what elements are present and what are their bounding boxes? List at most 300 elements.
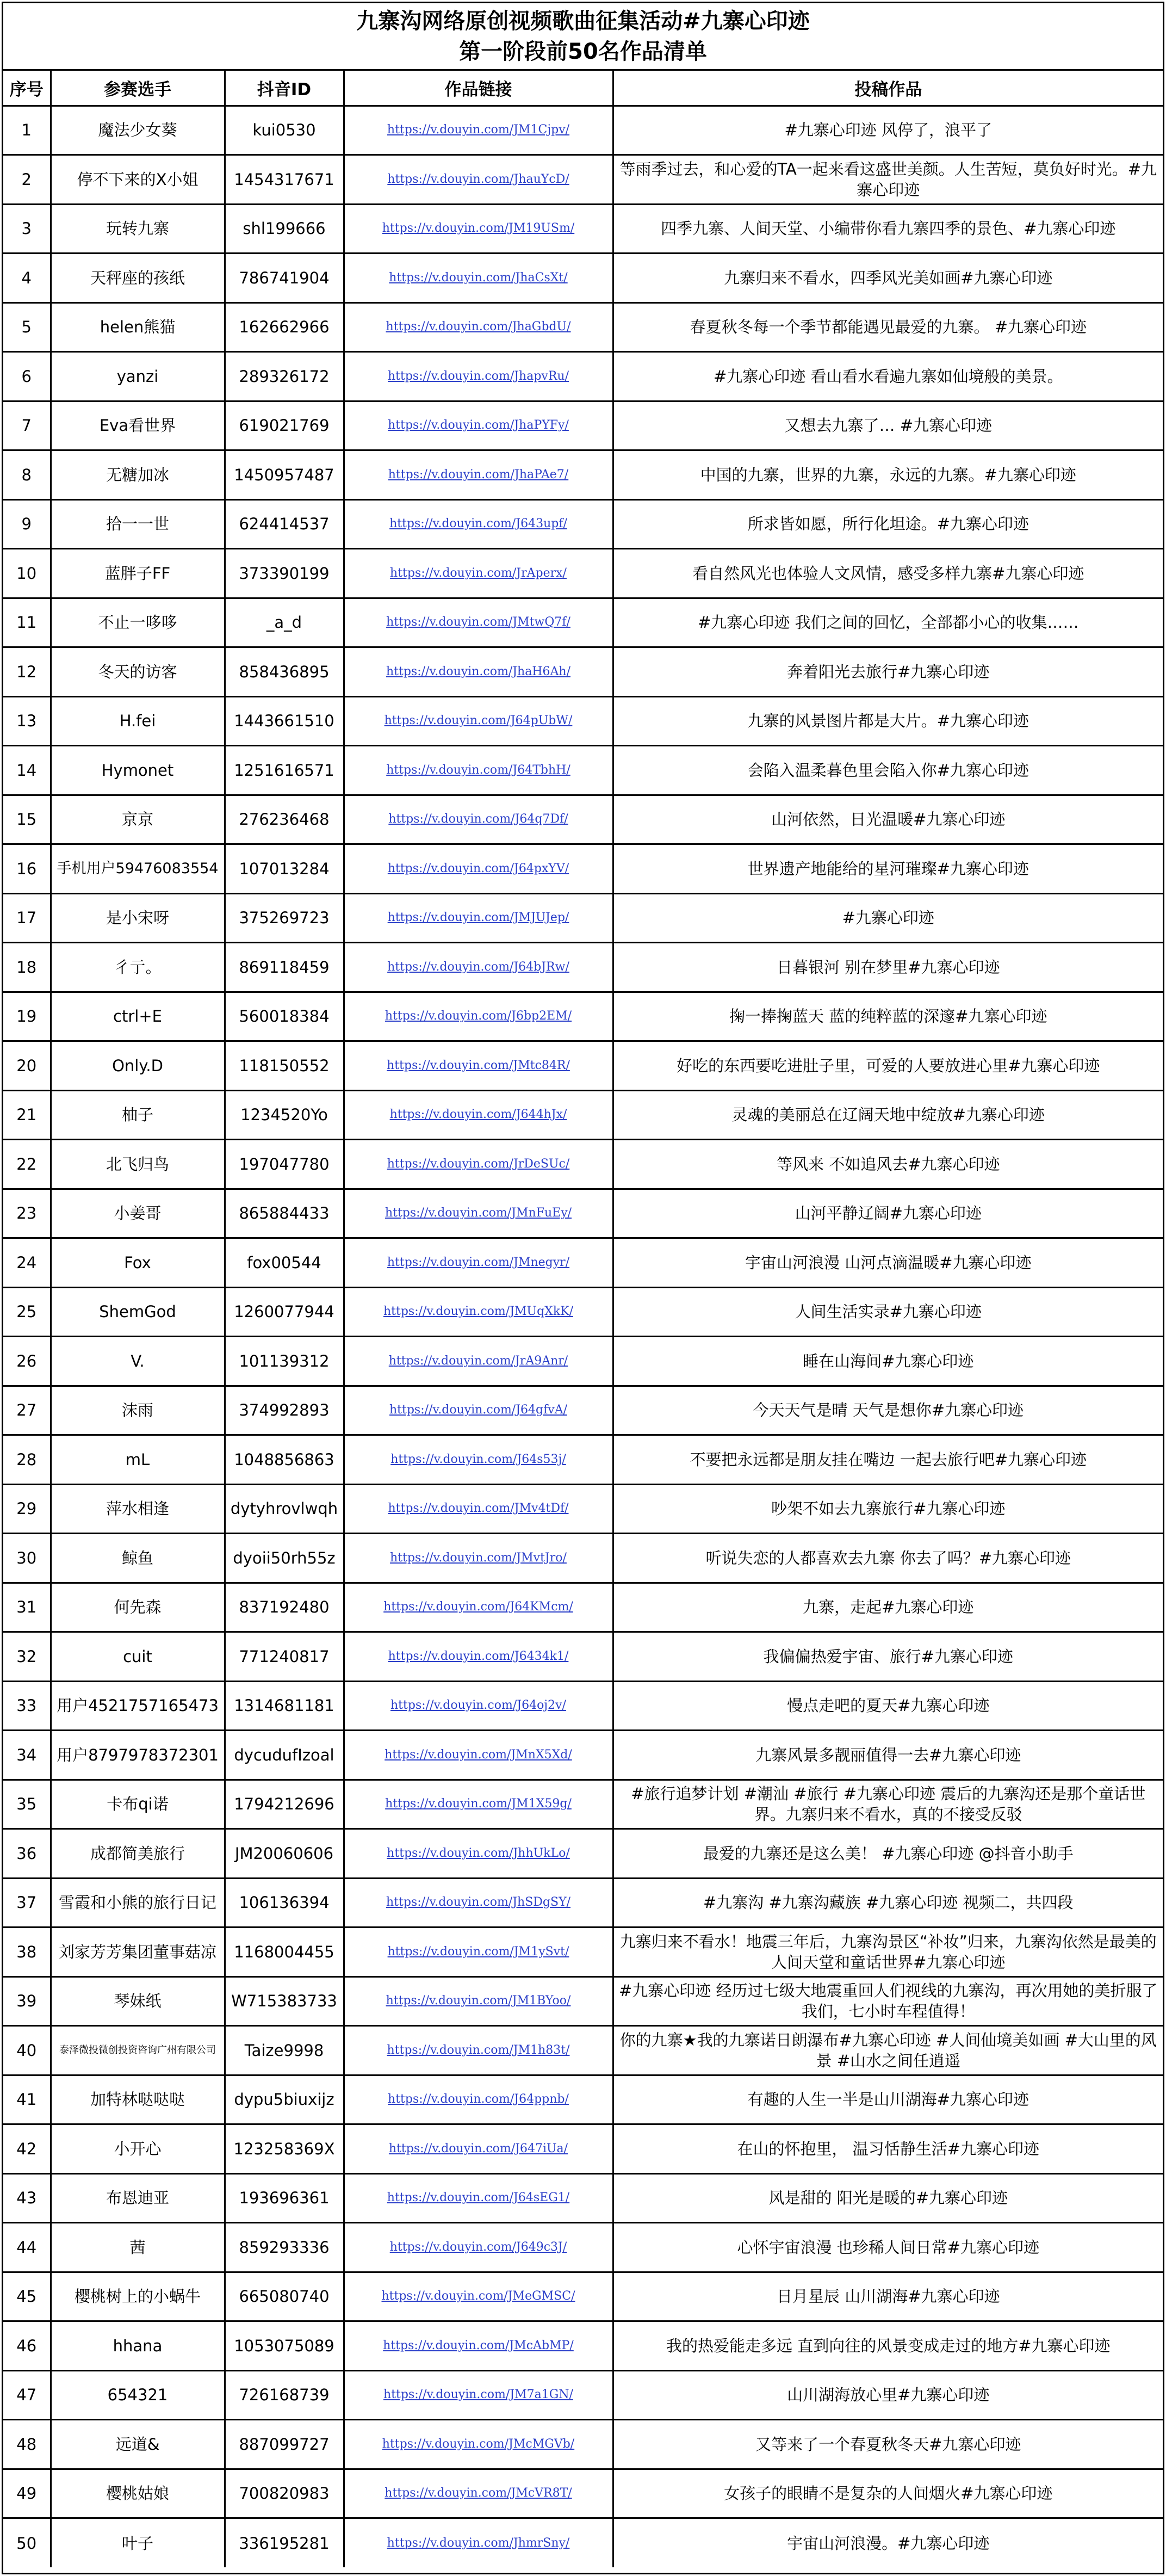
- table-row: [3, 2272, 1163, 2321]
- douyin-id: 700820983: [225, 2469, 344, 2518]
- contestant-name: 京京: [51, 795, 225, 844]
- table-row: [3, 1731, 1163, 1780]
- contestant-name: 叶子: [51, 2518, 225, 2568]
- douyin-id: Taize9998: [225, 2026, 344, 2075]
- row-number: 6: [3, 352, 51, 401]
- douyin-id: 887099727: [225, 2420, 344, 2469]
- video-link[interactable]: https://v.douyin.com/J64gfvA/: [344, 1386, 613, 1435]
- douyin-id: 786741904: [225, 254, 344, 303]
- row-number: 46: [3, 2321, 51, 2371]
- row-number: 2: [3, 155, 51, 205]
- row-number: 38: [3, 1928, 51, 1977]
- work-description: 九寨的风景图片都是大片。#九寨心印迹: [613, 696, 1163, 746]
- video-link[interactable]: https://v.douyin.com/JMcVR8T/: [344, 2469, 613, 2518]
- row-number: 23: [3, 1189, 51, 1238]
- contestant-name: 蓝胖子FF: [51, 549, 225, 598]
- work-description: #九寨心印迹 我们之间的回忆，全部都小心的收集……: [613, 598, 1163, 647]
- douyin-id: 336195281: [225, 2518, 344, 2568]
- table-row: [3, 746, 1163, 795]
- row-number: 26: [3, 1337, 51, 1386]
- contestant-name: 无糖加冰: [51, 450, 225, 500]
- table-row: [3, 499, 1163, 549]
- contestant-name: yanzi: [51, 352, 225, 401]
- work-description: #九寨心印迹: [613, 893, 1163, 943]
- row-number: 10: [3, 549, 51, 598]
- douyin-id: 374992893: [225, 1386, 344, 1435]
- douyin-id: 123258369X: [225, 2124, 344, 2174]
- table-row: [3, 1583, 1163, 1632]
- row-number: 36: [3, 1829, 51, 1879]
- douyin-id: 869118459: [225, 943, 344, 992]
- douyin-id: 1454317671: [225, 155, 344, 205]
- douyin-id: 865884433: [225, 1189, 344, 1238]
- contestant-name: 樱桃姑娘: [51, 2469, 225, 2518]
- row-number: 50: [3, 2518, 51, 2568]
- video-link[interactable]: https://v.douyin.com/J64pUbW/: [344, 696, 613, 746]
- douyin-id: 771240817: [225, 1632, 344, 1682]
- row-number: 41: [3, 2075, 51, 2124]
- douyin-id: 1794212696: [225, 1780, 344, 1829]
- video-link[interactable]: https://v.douyin.com/JhaPYFy/: [344, 401, 613, 450]
- work-description: 你的九寨★我的九寨诺日朗瀑布#九寨心印迹 #人间仙境美如画 #大山里的风景 #山水之间任逍遥: [613, 2026, 1163, 2075]
- douyin-id: 560018384: [225, 992, 344, 1041]
- header-row: [3, 71, 1163, 106]
- row-number: 3: [3, 204, 51, 254]
- work-description: 宇宙山河浪漫。#九寨心印迹: [613, 2518, 1163, 2568]
- row-number: 13: [3, 696, 51, 746]
- contestant-name: 成都简美旅行: [51, 1829, 225, 1879]
- douyin-id: 1053075089: [225, 2321, 344, 2371]
- work-description: #九寨心印迹 看山看水看遍九寨如仙境般的美景。: [613, 352, 1163, 401]
- contestant-name: 茜: [51, 2223, 225, 2272]
- video-link[interactable]: https://v.douyin.com/JMcAbMP/: [344, 2321, 613, 2371]
- row-number: 30: [3, 1534, 51, 1583]
- work-description: 我的热爱能走多远 直到向往的风景变成走过的地方#九寨心印迹: [613, 2321, 1163, 2371]
- table-row: [3, 2075, 1163, 2124]
- row-number: 44: [3, 2223, 51, 2272]
- row-number: 48: [3, 2420, 51, 2469]
- video-link[interactable]: https://v.douyin.com/JrA9Anr/: [344, 1337, 613, 1386]
- work-description: 九寨归来不看水，四季风光美如画#九寨心印迹: [613, 254, 1163, 303]
- contestant-name: 沫雨: [51, 1386, 225, 1435]
- video-link[interactable]: https://v.douyin.com/J64oj2v/: [344, 1681, 613, 1731]
- work-description: #九寨心印迹 风停了，浪平了: [613, 106, 1163, 155]
- table-row: [3, 2124, 1163, 2174]
- video-link[interactable]: https://v.douyin.com/JhaPAe7/: [344, 450, 613, 500]
- work-description: #九寨心印迹 经历过七级大地震重回人们视线的九寨沟，再次用她的美折服了我们，七小时车程值得！: [613, 1976, 1163, 2026]
- video-link[interactable]: https://v.douyin.com/JhaH6Ah/: [344, 647, 613, 697]
- video-link[interactable]: https://v.douyin.com/JrDeSUc/: [344, 1140, 613, 1189]
- video-link[interactable]: https://v.douyin.com/JhapvRu/: [344, 352, 613, 401]
- row-number: 11: [3, 598, 51, 647]
- contestant-name: 不止一哆哆: [51, 598, 225, 647]
- contestant-name: 小姜哥: [51, 1189, 225, 1238]
- video-link[interactable]: https://v.douyin.com/J64pxYV/: [344, 844, 613, 894]
- douyin-id: 1048856863: [225, 1435, 344, 1485]
- video-link[interactable]: https://v.douyin.com/JMeGMSC/: [344, 2272, 613, 2321]
- contestant-name: 泰泽微投微创投资咨询广州有限公司: [51, 2026, 225, 2075]
- contestant-name: ShemGod: [51, 1287, 225, 1337]
- work-description: 又等来了一个春夏秋冬天#九寨心印迹: [613, 2420, 1163, 2469]
- video-link[interactable]: https://v.douyin.com/JMvtJro/: [344, 1534, 613, 1583]
- work-description: 吵架不如去九寨旅行#九寨心印迹: [613, 1484, 1163, 1534]
- row-number: 9: [3, 499, 51, 549]
- douyin-id: dyoii50rh55z: [225, 1534, 344, 1583]
- douyin-id: 375269723: [225, 893, 344, 943]
- douyin-id: 858436895: [225, 647, 344, 697]
- contestant-name: 魔法少女葵: [51, 106, 225, 155]
- contestant-name: ctrl+E: [51, 992, 225, 1041]
- table-row: [3, 2321, 1163, 2371]
- douyin-id: 101139312: [225, 1337, 344, 1386]
- video-link[interactable]: https://v.douyin.com/J64s53j/: [344, 1435, 613, 1485]
- work-description: #九寨沟 #九寨沟藏族 #九寨心印迹 视频二，共四段: [613, 1878, 1163, 1928]
- video-link[interactable]: https://v.douyin.com/JMnegyr/: [344, 1238, 613, 1288]
- row-number: 14: [3, 746, 51, 795]
- contestant-name: 冬天的访客: [51, 647, 225, 697]
- table-row: [3, 2223, 1163, 2272]
- work-description: 等雨季过去，和心爱的TA一起来看这盛世美颜。人生苦短，莫负好时光。#九寨心印迹: [613, 155, 1163, 205]
- contestant-name: hhana: [51, 2321, 225, 2371]
- douyin-id: fox00544: [225, 1238, 344, 1288]
- video-link[interactable]: https://v.douyin.com/JMnFuEy/: [344, 1189, 613, 1238]
- douyin-id: dycudufIzoal: [225, 1731, 344, 1780]
- douyin-id: 276236468: [225, 795, 344, 844]
- work-description: 又想去九寨了… #九寨心印迹: [613, 401, 1163, 450]
- video-link[interactable]: https://v.douyin.com/JMJUJep/: [344, 893, 613, 943]
- work-description: #旅行追梦计划 #潮汕 #旅行 #九寨心印迹 震后的九寨沟还是那个童话世界。九寨归来不看水，真的不接受反驳: [613, 1780, 1163, 1829]
- contestant-name: Only.D: [51, 1041, 225, 1091]
- row-number: 33: [3, 1681, 51, 1731]
- row-number: 17: [3, 893, 51, 943]
- video-link[interactable]: https://v.douyin.com/JMnX5Xd/: [344, 1731, 613, 1780]
- contestant-name: 樱桃树上的小蜗牛: [51, 2272, 225, 2321]
- header-no: 序号: [3, 71, 51, 106]
- table-row: [3, 1632, 1163, 1682]
- video-link[interactable]: https://v.douyin.com/JM7a1GN/: [344, 2370, 613, 2420]
- row-number: 39: [3, 1976, 51, 2026]
- table-row: [3, 844, 1163, 894]
- video-link[interactable]: https://v.douyin.com/J64TbhH/: [344, 746, 613, 795]
- header-link: 作品链接: [344, 71, 613, 106]
- work-description: 九寨风景多靓丽值得一去#九寨心印迹: [613, 1731, 1163, 1780]
- table-row: [3, 2370, 1163, 2420]
- table-body: [3, 106, 1163, 2567]
- work-description: 不要把永远都是朋友挂在嘴边 一起去旅行吧#九寨心印迹: [613, 1435, 1163, 1485]
- row-number: 5: [3, 302, 51, 352]
- video-link[interactable]: https://v.douyin.com/JM1X59g/: [344, 1780, 613, 1829]
- contestant-name: Hymonet: [51, 746, 225, 795]
- douyin-id: 1168004455: [225, 1928, 344, 1977]
- table-row: [3, 992, 1163, 1041]
- work-description: 春夏秋冬每一个季节都能遇见最爱的九寨。 #九寨心印迹: [613, 302, 1163, 352]
- row-number: 16: [3, 844, 51, 894]
- row-number: 42: [3, 2124, 51, 2174]
- work-description: 日月星辰 山川湖海#九寨心印迹: [613, 2272, 1163, 2321]
- table-row: [3, 696, 1163, 746]
- table-row: [3, 1780, 1163, 1829]
- row-number: 25: [3, 1287, 51, 1337]
- table-row: [3, 1090, 1163, 1140]
- contestant-name: 停不下来的X小姐: [51, 155, 225, 205]
- work-description: 中国的九寨，世界的九寨，永远的九寨。#九寨心印迹: [613, 450, 1163, 500]
- douyin-id: 193696361: [225, 2173, 344, 2223]
- douyin-id: 106136394: [225, 1878, 344, 1928]
- table-row: [3, 1976, 1163, 2026]
- work-description: 睡在山海间#九寨心印迹: [613, 1337, 1163, 1386]
- row-number: 43: [3, 2173, 51, 2223]
- contestant-name: 琴妹纸: [51, 1976, 225, 2026]
- work-description: 会陷入温柔暮色里会陷入你#九寨心印迹: [613, 746, 1163, 795]
- contestant-name: Fox: [51, 1238, 225, 1288]
- video-link[interactable]: https://v.douyin.com/J64ppnb/: [344, 2075, 613, 2124]
- row-number: 1: [3, 106, 51, 155]
- video-link[interactable]: https://v.douyin.com/JMtc84R/: [344, 1041, 613, 1091]
- video-link[interactable]: https://v.douyin.com/JM1ySvt/: [344, 1928, 613, 1977]
- table-row: [3, 1386, 1163, 1435]
- contestant-name: 刘家芳芳集团董事菇凉: [51, 1928, 225, 1977]
- table-row: [3, 1337, 1163, 1386]
- video-link[interactable]: https://v.douyin.com/J649c3J/: [344, 2223, 613, 2272]
- row-number: 45: [3, 2272, 51, 2321]
- row-number: 8: [3, 450, 51, 500]
- douyin-id: 1260077944: [225, 1287, 344, 1337]
- contestant-name: 布恩迪亚: [51, 2173, 225, 2223]
- row-number: 19: [3, 992, 51, 1041]
- douyin-id: 665080740: [225, 2272, 344, 2321]
- douyin-id: dytyhrovlwqh: [225, 1484, 344, 1534]
- video-link[interactable]: https://v.douyin.com/JrAperx/: [344, 549, 613, 598]
- row-number: 35: [3, 1780, 51, 1829]
- video-link[interactable]: https://v.douyin.com/JM19USm/: [344, 204, 613, 254]
- table-row: [3, 1484, 1163, 1534]
- work-description: 日暮银河 别在梦里#九寨心印迹: [613, 943, 1163, 992]
- douyin-id: 624414537: [225, 499, 344, 549]
- table-row: [3, 1878, 1163, 1928]
- video-link[interactable]: https://v.douyin.com/J644hJx/: [344, 1090, 613, 1140]
- contestant-name: 雪霞和小熊的旅行日记: [51, 1878, 225, 1928]
- row-number: 20: [3, 1041, 51, 1091]
- video-link[interactable]: https://v.douyin.com/J64KMcm/: [344, 1583, 613, 1632]
- work-description: 世界遗产地能给的星河璀璨#九寨心印迹: [613, 844, 1163, 894]
- video-link[interactable]: https://v.douyin.com/JhaGbdU/: [344, 302, 613, 352]
- table-row: [3, 2173, 1163, 2223]
- contestant-name: 鲸鱼: [51, 1534, 225, 1583]
- contestant-name: 拾一一世: [51, 499, 225, 549]
- row-number: 31: [3, 1583, 51, 1632]
- table-row: [3, 943, 1163, 992]
- work-description: 我偏偏热爱宇宙、旅行#九寨心印迹: [613, 1632, 1163, 1682]
- table-row: [3, 401, 1163, 450]
- work-description: 等风来 不如追风去#九寨心印迹: [613, 1140, 1163, 1189]
- douyin-id: 1450957487: [225, 450, 344, 500]
- contestant-name: 是小宋呀: [51, 893, 225, 943]
- work-description: 女孩子的眼睛不是复杂的人间烟火#九寨心印迹: [613, 2469, 1163, 2518]
- row-number: 49: [3, 2469, 51, 2518]
- work-description: 山河依然，日光温暖#九寨心印迹: [613, 795, 1163, 844]
- douyin-id: 726168739: [225, 2370, 344, 2420]
- table-row: [3, 2026, 1163, 2075]
- video-link[interactable]: https://v.douyin.com/JM1h83t/: [344, 2026, 613, 2075]
- work-description: 奔着阳光去旅行#九寨心印迹: [613, 647, 1163, 697]
- table-row: [3, 106, 1163, 155]
- video-link[interactable]: https://v.douyin.com/JhSDgSY/: [344, 1878, 613, 1928]
- douyin-id: 118150552: [225, 1041, 344, 1091]
- contestant-name: mL: [51, 1435, 225, 1485]
- contestant-name: 柚子: [51, 1090, 225, 1140]
- video-link[interactable]: https://v.douyin.com/JMUqXkK/: [344, 1287, 613, 1337]
- work-description: 看自然风光也体验人文风情，感受多样九寨#九寨心印迹: [613, 549, 1163, 598]
- douyin-id: W715383733: [225, 1976, 344, 2026]
- row-number: 4: [3, 254, 51, 303]
- work-description: 所求皆如愿，所行化坦途。#九寨心印迹: [613, 499, 1163, 549]
- douyin-id: 837192480: [225, 1583, 344, 1632]
- contestant-name: 用户4521757165473: [51, 1681, 225, 1731]
- contestant-name: 萍水相逢: [51, 1484, 225, 1534]
- table-row: [3, 1041, 1163, 1091]
- contestant-name: V.: [51, 1337, 225, 1386]
- work-description: 灵魂的美丽总在辽阔天地中绽放#九寨心印迹: [613, 1090, 1163, 1140]
- row-number: 24: [3, 1238, 51, 1288]
- contestant-name: Eva看世界: [51, 401, 225, 450]
- video-link[interactable]: https://v.douyin.com/J64q7Df/: [344, 795, 613, 844]
- video-link[interactable]: https://v.douyin.com/JM1BYoo/: [344, 1976, 613, 2026]
- row-number: 37: [3, 1878, 51, 1928]
- video-link[interactable]: https://v.douyin.com/JM1Cjpv/: [344, 106, 613, 155]
- header-contestant: 参赛选手: [51, 71, 225, 106]
- work-description: 人间生活实录#九寨心印迹: [613, 1287, 1163, 1337]
- table-row: [3, 647, 1163, 697]
- row-number: 18: [3, 943, 51, 992]
- document-sheet: [2, 2, 1164, 2574]
- video-link[interactable]: https://v.douyin.com/JMcMGVb/: [344, 2420, 613, 2469]
- row-number: 7: [3, 401, 51, 450]
- contestant-name: 加特林哒哒哒: [51, 2075, 225, 2124]
- douyin-id: 162662966: [225, 302, 344, 352]
- work-description: 宇宙山河浪漫 山河点滴温暖#九寨心印迹: [613, 1238, 1163, 1288]
- row-number: 40: [3, 2026, 51, 2075]
- contestant-name: 用户8797978372301: [51, 1731, 225, 1780]
- table-row: [3, 549, 1163, 598]
- contestant-name: 何先森: [51, 1583, 225, 1632]
- row-number: 29: [3, 1484, 51, 1534]
- video-link[interactable]: https://v.douyin.com/JhaCsXt/: [344, 254, 613, 303]
- row-number: 32: [3, 1632, 51, 1682]
- douyin-id: 1314681181: [225, 1681, 344, 1731]
- work-description: 九寨归来不看水！地震三年后，九寨沟景区“补妆”归来，九寨沟依然是最美的人间天堂和童话世界#九寨心印迹: [613, 1928, 1163, 1977]
- table-row: [3, 1829, 1163, 1879]
- video-link[interactable]: https://v.douyin.com/JMtwQ7f/: [344, 598, 613, 647]
- table-row: [3, 254, 1163, 303]
- work-description: 风是甜的 阳光是暖的#九寨心印迹: [613, 2173, 1163, 2223]
- contestant-name: 玩转九寨: [51, 204, 225, 254]
- contestant-name: 手机用户59476083554: [51, 844, 225, 894]
- table-row: [3, 2518, 1163, 2568]
- contestant-name: 天秤座的孩纸: [51, 254, 225, 303]
- work-description: 心怀宇宙浪漫 也珍稀人间日常#九寨心印迹: [613, 2223, 1163, 2272]
- table-row: [3, 302, 1163, 352]
- video-link[interactable]: https://v.douyin.com/JhmrSny/: [344, 2518, 613, 2568]
- work-description: 山川湖海放心里#九寨心印迹: [613, 2370, 1163, 2420]
- row-number: 15: [3, 795, 51, 844]
- video-link[interactable]: https://v.douyin.com/J64bJRw/: [344, 943, 613, 992]
- video-link[interactable]: https://v.douyin.com/J643upf/: [344, 499, 613, 549]
- work-description: 最爱的九寨还是这么美！ #九寨心印迹 @抖音小助手: [613, 1829, 1163, 1879]
- work-description: 山河平静辽阔#九寨心印迹: [613, 1189, 1163, 1238]
- douyin-id: 1234520Yo: [225, 1090, 344, 1140]
- table-row: [3, 155, 1163, 205]
- contestant-name: cuit: [51, 1632, 225, 1682]
- douyin-id: shl199666: [225, 204, 344, 254]
- douyin-id: 1443661510: [225, 696, 344, 746]
- work-description: 慢点走吧的夏天#九寨心印迹: [613, 1681, 1163, 1731]
- video-link[interactable]: https://v.douyin.com/J647iUa/: [344, 2124, 613, 2174]
- video-link[interactable]: https://v.douyin.com/J64sEG1/: [344, 2173, 613, 2223]
- video-link[interactable]: https://v.douyin.com/JMv4tDf/: [344, 1484, 613, 1534]
- douyin-id: kui0530: [225, 106, 344, 155]
- douyin-id: 1251616571: [225, 746, 344, 795]
- header-work: 投稿作品: [613, 71, 1163, 106]
- table-row: [3, 1287, 1163, 1337]
- row-number: 27: [3, 1386, 51, 1435]
- douyin-id: 197047780: [225, 1140, 344, 1189]
- douyin-id: 107013284: [225, 844, 344, 894]
- table-row: [3, 2469, 1163, 2518]
- works-table: [3, 71, 1163, 2567]
- row-number: 47: [3, 2370, 51, 2420]
- contestant-name: 北飞归鸟: [51, 1140, 225, 1189]
- video-link[interactable]: https://v.douyin.com/JhauYcD/: [344, 155, 613, 205]
- work-description: 九寨，走起#九寨心印迹: [613, 1583, 1163, 1632]
- document-title: 九寨沟网络原创视频歌曲征集活动#九寨心印迹: [356, 8, 810, 34]
- video-link[interactable]: https://v.douyin.com/JhhUkLo/: [344, 1829, 613, 1879]
- table-row: [3, 795, 1163, 844]
- table-row: [3, 1189, 1163, 1238]
- contestant-name: 彳亍。: [51, 943, 225, 992]
- douyin-id: 373390199: [225, 549, 344, 598]
- work-description: 好吃的东西要吃进肚子里，可爱的人要放进心里#九寨心印迹: [613, 1041, 1163, 1091]
- work-description: 在山的怀抱里， 温习恬静生活#九寨心印迹: [613, 2124, 1163, 2174]
- contestant-name: 小开心: [51, 2124, 225, 2174]
- work-description: 听说失恋的人都喜欢去九寨 你去了吗？#九寨心印迹: [613, 1534, 1163, 1583]
- row-number: 22: [3, 1140, 51, 1189]
- work-description: 有趣的人生一半是山川湖海#九寨心印迹: [613, 2075, 1163, 2124]
- table-row: [3, 1534, 1163, 1583]
- table-row: [3, 2420, 1163, 2469]
- douyin-id: _a_d: [225, 598, 344, 647]
- table-row: [3, 598, 1163, 647]
- douyin-id: 859293336: [225, 2223, 344, 2272]
- contestant-name: 卡布qi诺: [51, 1780, 225, 1829]
- title-block: [3, 3, 1163, 71]
- row-number: 21: [3, 1090, 51, 1140]
- table-row: [3, 1681, 1163, 1731]
- row-number: 34: [3, 1731, 51, 1780]
- work-description: 四季九寨、人间天堂、小编带你看九寨四季的景色、#九寨心印迹: [613, 204, 1163, 254]
- douyin-id: 289326172: [225, 352, 344, 401]
- table-row: [3, 204, 1163, 254]
- video-link[interactable]: https://v.douyin.com/J6434k1/: [344, 1632, 613, 1682]
- table-row: [3, 1238, 1163, 1288]
- douyin-id: dypu5biuxijz: [225, 2075, 344, 2124]
- contestant-name: H.fei: [51, 696, 225, 746]
- row-number: 28: [3, 1435, 51, 1485]
- table-row: [3, 1435, 1163, 1485]
- document-subtitle: 第一阶段前50名作品清单: [459, 39, 707, 64]
- contestant-name: 远道&: [51, 2420, 225, 2469]
- header-douyin-id: 抖音ID: [225, 71, 344, 106]
- video-link[interactable]: https://v.douyin.com/J6bp2EM/: [344, 992, 613, 1041]
